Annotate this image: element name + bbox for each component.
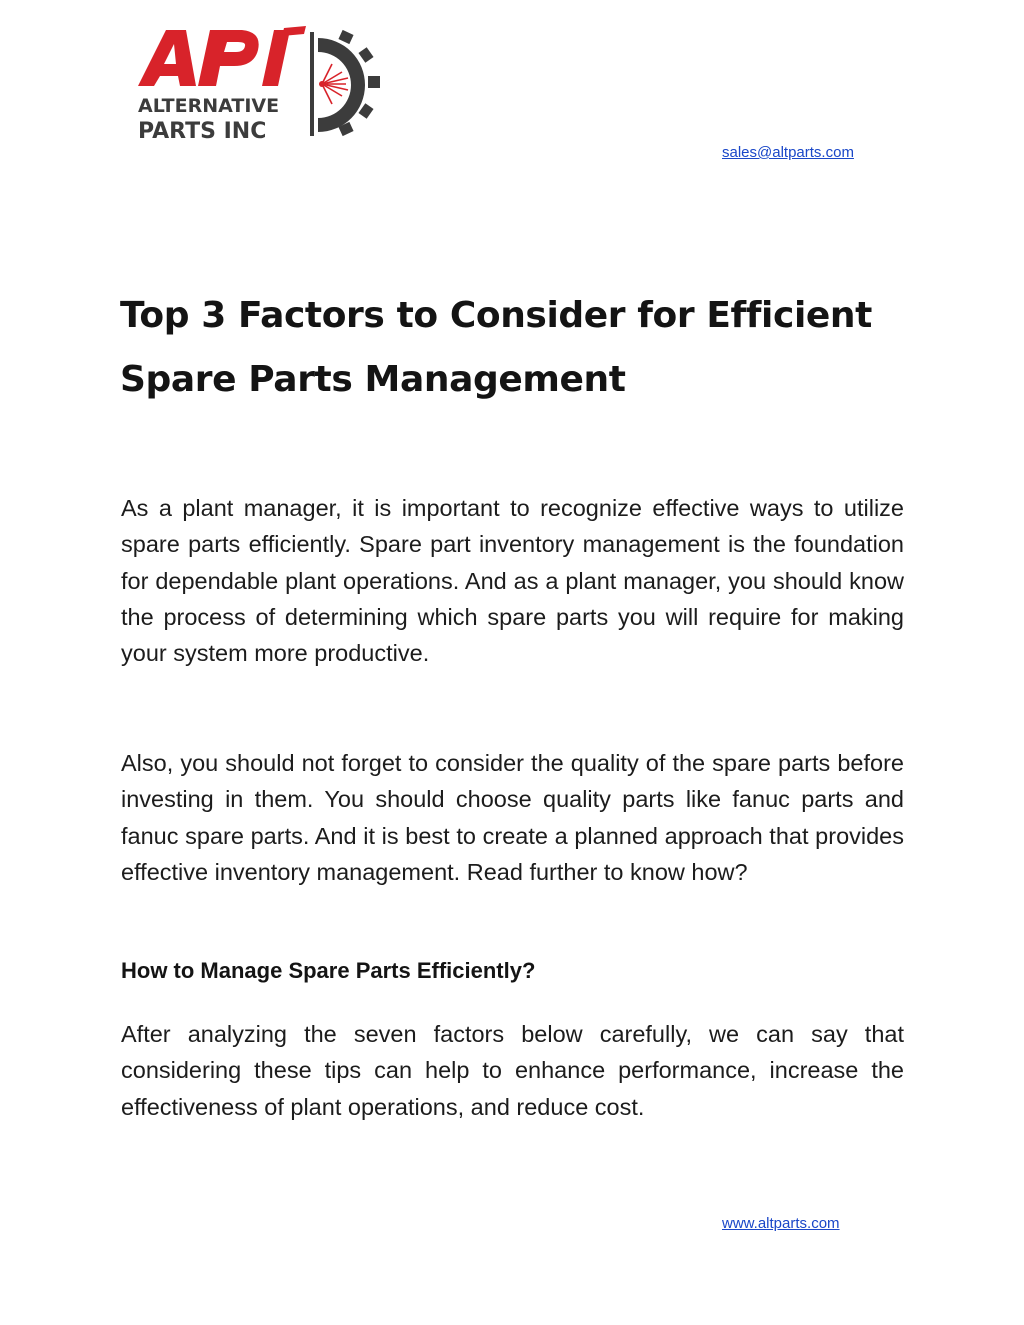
- website-link[interactable]: www.altparts.com: [722, 1215, 840, 1232]
- summary-paragraph: After analyzing the seven factors below carefully, we can say that considering these tips can help to enhance performance, increase the effectiveness of plant operations, and reduce cost.: [121, 1021, 904, 1120]
- quality-paragraph: Also, you should not forget to consider the quality of the spare parts before investing in them. You should choose quality parts like fanuc parts and fanuc spare parts. And it is best to create a planned approach that provides effective inventory management. Read further to know how?: [121, 750, 904, 885]
- page-title: [120, 284, 920, 412]
- section-heading: How to Manage Spare Parts Efficiently?: [121, 958, 536, 983]
- company-logo: [134, 24, 384, 148]
- intro-paragraph: As a plant manager, it is important to recognize effective ways to utilize spare parts efficiently. Spare part inventory management is the foundation for dependable plant operations. And as a plant manager, you should know the process of determining which spare parts you will require for making your system more productive.: [121, 495, 904, 667]
- logo-text-line2: PARTS INC: [138, 119, 267, 144]
- logo-text-line1: ALTERNATIVE: [138, 95, 280, 117]
- email-link[interactable]: sales@altparts.com: [722, 144, 854, 161]
- title-line-1: Top 3 Factors to Consider for Efficient: [120, 295, 872, 336]
- title-line-2: Spare Parts Management: [120, 359, 626, 400]
